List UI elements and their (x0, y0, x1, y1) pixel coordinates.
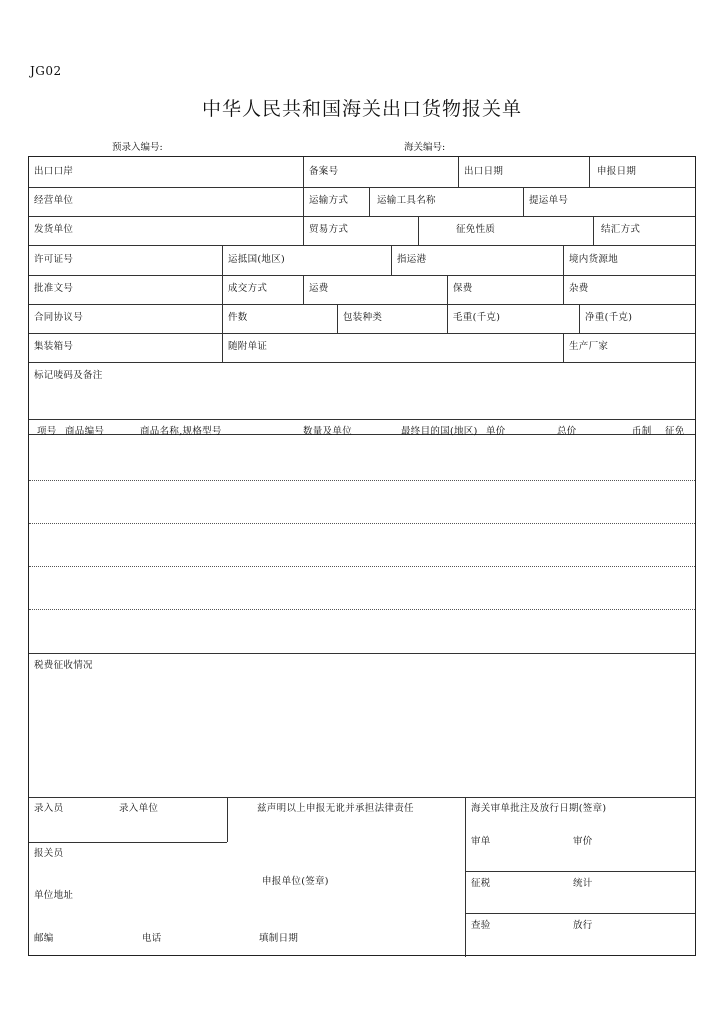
row-divider (29, 434, 695, 435)
contract-no-label: 合同协议号 (34, 312, 84, 323)
marks-remarks-label: 标记唛码及备注 (34, 370, 103, 381)
customs-approval-label: 海关审单批注及放行日期(签章) (471, 803, 607, 814)
export-date-label: 出口日期 (464, 166, 504, 177)
row-divider (29, 187, 695, 188)
row-divider (29, 653, 695, 654)
levy-tax-label: 征税 (471, 878, 491, 889)
goods-row-divider (29, 480, 695, 481)
attached-docs-label: 随附单证 (228, 341, 268, 352)
col-divider (337, 304, 338, 333)
container-no-label: 集装箱号 (34, 341, 74, 352)
row-divider (29, 362, 695, 363)
declarant-label: 报关员 (34, 848, 64, 859)
port-of-destination-label: 指运港 (397, 254, 427, 265)
insurance-label: 保费 (453, 283, 473, 294)
col-divider (222, 333, 223, 362)
settlement-mode-label: 结汇方式 (601, 224, 641, 235)
goods-col-name-spec: 商品名称,规格型号 (140, 426, 222, 437)
entry-unit-label: 录入单位 (119, 803, 159, 814)
transport-name-label: 运输工具名称 (377, 195, 436, 206)
goods-col-final-country: 最终目的国(地区) (401, 426, 478, 437)
record-no-label: 备案号 (309, 166, 339, 177)
declaration-statement: 兹声明以上申报无讹并承担法律责任 (257, 803, 414, 814)
approval-no-label: 批准文号 (34, 283, 74, 294)
export-port-label: 出口口岸 (34, 166, 74, 177)
fill-date-label: 填制日期 (259, 933, 299, 944)
goods-col-unit-price: 单价 (486, 426, 506, 437)
col-divider (227, 797, 228, 842)
col-divider (523, 187, 524, 216)
goods-col-commodity-code: 商品编号 (65, 426, 105, 437)
col-divider (391, 245, 392, 275)
goods-col-item-no: 项号 (37, 426, 57, 437)
destination-country-label: 运抵国(地区) (228, 254, 286, 265)
unit-address-label: 单位地址 (34, 890, 74, 901)
declare-date-label: 申报日期 (597, 166, 637, 177)
col-divider (447, 304, 448, 333)
goods-col-currency: 币制 (632, 426, 652, 437)
trade-mode-label: 贸易方式 (309, 224, 349, 235)
pieces-label: 件数 (228, 312, 248, 323)
goods-row-divider (29, 566, 695, 567)
misc-fee-label: 杂费 (569, 283, 589, 294)
col-divider (222, 275, 223, 304)
row-divider (29, 333, 695, 334)
customs-number-label: 海关编号: (404, 142, 446, 153)
levy-nature-label: 征免性质 (456, 224, 496, 235)
row-divider (29, 797, 695, 798)
declaration-form (28, 156, 696, 956)
col-divider (563, 333, 564, 362)
col-divider (303, 275, 304, 304)
row-divider (465, 913, 695, 914)
col-divider (222, 304, 223, 333)
postcode-label: 邮编 (34, 933, 54, 944)
consignor-unit-label: 发货单位 (34, 224, 74, 235)
col-divider (418, 216, 419, 245)
col-divider (579, 304, 580, 333)
bill-of-lading-label: 提运单号 (529, 195, 569, 206)
col-divider (369, 187, 370, 216)
review-label: 审单 (471, 836, 491, 847)
col-divider (303, 157, 304, 216)
declaring-unit-seal-label: 申报单位(签章) (262, 876, 329, 887)
phone-label: 电话 (142, 933, 162, 944)
col-divider (593, 216, 594, 245)
col-divider (465, 797, 466, 957)
transport-mode-label: 运输方式 (309, 195, 349, 206)
page-title: 中华人民共和国海关出口货物报关单 (201, 98, 522, 120)
col-divider (563, 245, 564, 275)
transaction-mode-label: 成交方式 (228, 283, 268, 294)
row-divider (29, 842, 227, 843)
row-divider (29, 419, 695, 420)
goods-row-divider (29, 609, 695, 610)
net-weight-label: 净重(千克) (585, 312, 633, 323)
col-divider (563, 275, 564, 304)
inspection-label: 查验 (471, 920, 491, 931)
tax-collection-label: 税费征收情况 (34, 660, 93, 671)
goods-col-total-price: 总价 (557, 426, 577, 437)
form-code: JG02 (30, 64, 62, 78)
row-divider (29, 216, 695, 217)
row-divider (465, 871, 695, 872)
goods-row-divider (29, 523, 695, 524)
row-divider (29, 275, 695, 276)
license-no-label: 许可证号 (34, 254, 74, 265)
col-divider (458, 157, 459, 187)
entry-clerk-label: 录入员 (34, 803, 64, 814)
goods-col-levy: 征免 (665, 426, 685, 437)
goods-col-qty-unit: 数量及单位 (303, 426, 353, 437)
domestic-source-label: 境内货源地 (569, 254, 619, 265)
col-divider (589, 157, 590, 187)
manufacturer-label: 生产厂家 (569, 341, 609, 352)
row-divider (29, 304, 695, 305)
price-review-label: 审价 (573, 836, 593, 847)
col-divider (222, 245, 223, 275)
pre-entry-number-label: 预录入编号: (112, 142, 163, 153)
freight-label: 运费 (309, 283, 329, 294)
gross-weight-label: 毛重(千克) (453, 312, 501, 323)
col-divider (303, 216, 304, 245)
statistics-label: 统计 (573, 878, 593, 889)
release-label: 放行 (573, 920, 593, 931)
row-divider (29, 245, 695, 246)
package-type-label: 包装种类 (343, 312, 383, 323)
col-divider (447, 275, 448, 304)
business-unit-label: 经营单位 (34, 195, 74, 206)
